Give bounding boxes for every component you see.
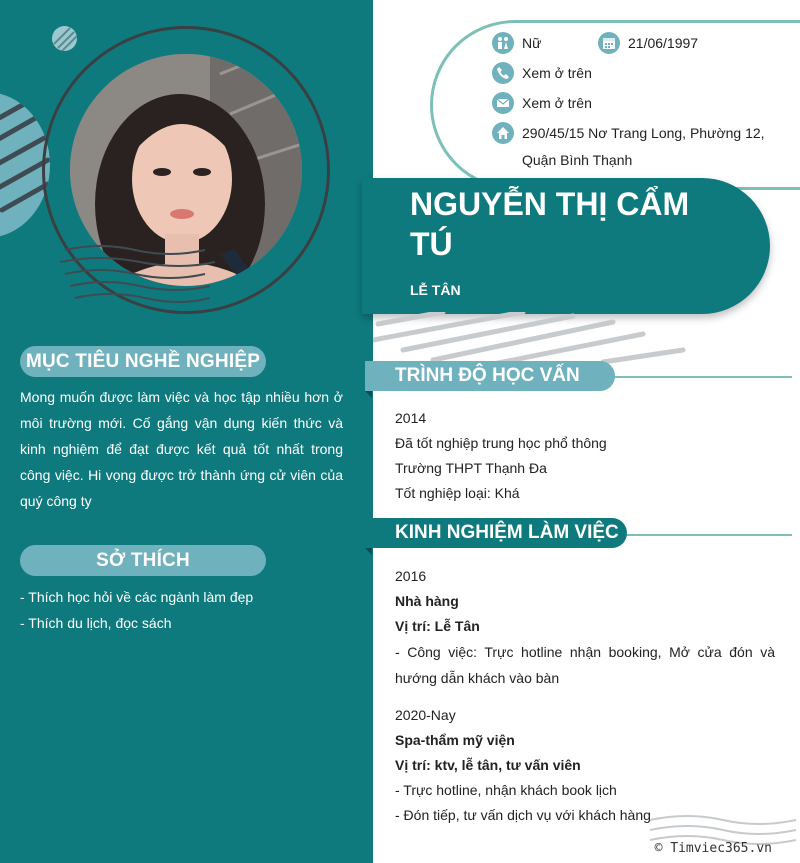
watermark: © Timviec365.vn [654, 841, 772, 856]
left-panel [0, 0, 373, 863]
address-line-1: 290/45/15 Nơ Trang Long, Phường 12, [522, 125, 765, 141]
section-divider [600, 376, 792, 378]
section-divider [610, 534, 792, 536]
mail-icon [492, 92, 514, 114]
decorative-dot [52, 26, 77, 51]
phone-icon [492, 62, 514, 84]
home-icon [492, 122, 514, 144]
job-duty: - Công việc: Trực hotline nhận booking, Mở cửa đón và hướng dẫn khách vào bàn [395, 644, 775, 686]
objective-title: MỤC TIÊU NGHỀ NGHIỆP [20, 346, 266, 377]
contact-email [492, 92, 592, 114]
job-position: Vị trí: Lễ Tân [395, 618, 480, 634]
birthday-value: 21/06/1997 [628, 35, 699, 51]
name-card [362, 178, 770, 314]
email-value: Xem ở trên [522, 95, 592, 111]
contact-phone [492, 62, 592, 84]
education-year: 2014 [395, 410, 427, 426]
phone-value: Xem ở trên [522, 65, 592, 81]
objective-text: Mong muốn được làm việc và học tập nhiều hơn ở môi trường mới. Cố gắng vận dụng kiến thức và kinh nghiệm để đạt được kết quả tốt nhất trong công việc. Hi vọng được trở thành ứng cử viên của quý công ty [20, 389, 343, 509]
job-position: Vị trí: ktv, lễ tân, tư vấn viên [395, 757, 581, 773]
hobby-item: - Thích du lịch, đọc sách [20, 615, 172, 631]
job-period: 2020-Nay [395, 707, 456, 723]
hobby-item: - Thích học hỏi về các ngành làm đẹp [20, 589, 254, 605]
contact-address [492, 122, 765, 144]
education-grade: Tốt nghiệp loại: Khá [395, 485, 520, 501]
calendar-icon [598, 32, 620, 54]
candidate-name: NGUYỄN THỊ CẨM TÚ [410, 186, 690, 262]
gender-icon [492, 32, 514, 54]
tab-fold [365, 548, 372, 555]
job-duty: - Trực hotline, nhận khách book lịch [395, 782, 617, 798]
education-title: TRÌNH ĐỘ HỌC VẤN [365, 361, 615, 391]
experience-title: KINH NGHIỆM LÀM VIỆC [365, 518, 627, 548]
job-duty: - Đón tiếp, tư vấn dịch vụ với khách hàng [395, 807, 651, 823]
gender-value: Nữ [522, 35, 542, 51]
hobbies-title: SỞ THÍCH [20, 545, 266, 576]
education-school: Trường THPT Thạnh Đa [395, 460, 547, 476]
experience-job [395, 564, 775, 691]
job-title: LỄ TÂN [410, 282, 461, 298]
education-block [395, 406, 775, 506]
job-company: Nhà hàng [395, 593, 459, 609]
job-company: Spa-thẩm mỹ viện [395, 732, 515, 748]
contact-gender [492, 32, 541, 54]
education-status: Đã tốt nghiệp trung học phổ thông [395, 435, 607, 451]
contact-birthday [598, 32, 698, 54]
tab-fold [365, 391, 372, 398]
job-period: 2016 [395, 568, 427, 584]
decorative-wave-lines [60, 240, 220, 310]
address-line-2: Quận Bình Thạnh [522, 152, 633, 168]
